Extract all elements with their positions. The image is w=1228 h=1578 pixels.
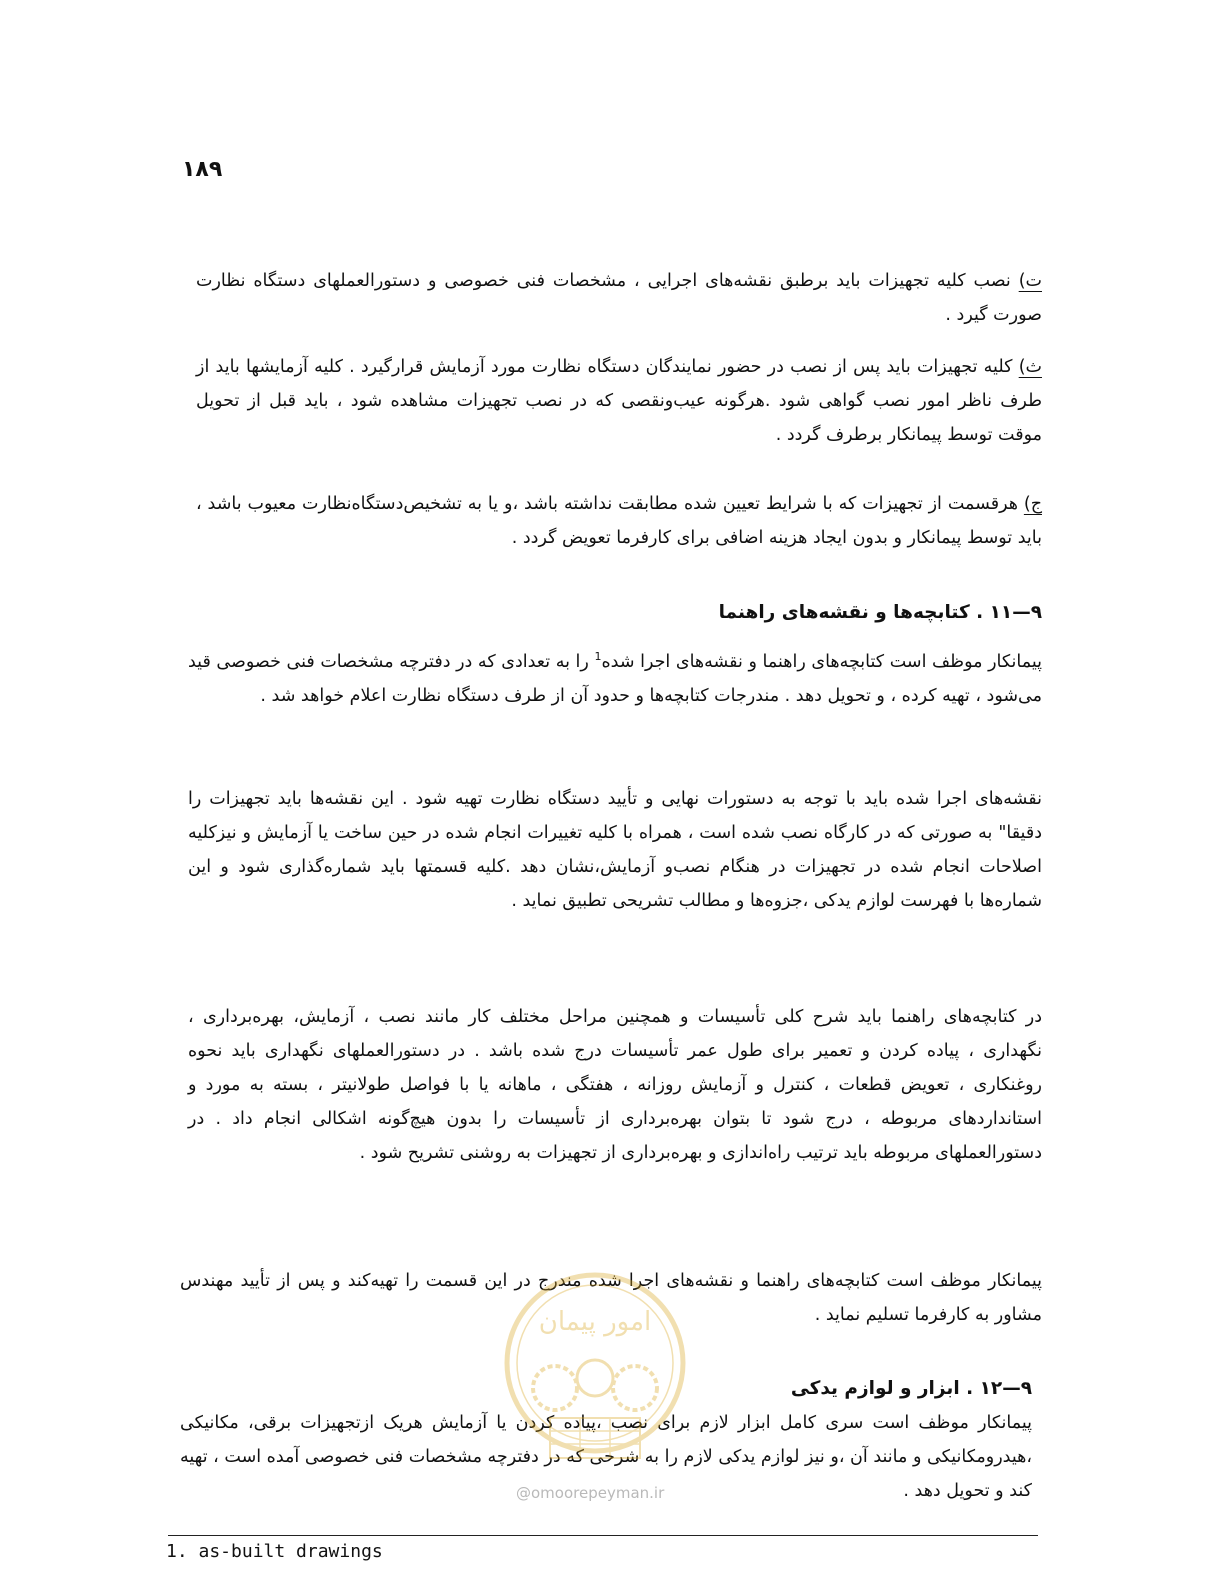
clause-te-text: نصب کلیه تجهیزات باید برطبق نقشه‌های اجرایی ، مشخصات فنی خصوصی و دستورالعملهای دستگاه نظارت صورت گیرد . [196, 271, 1042, 325]
section-12-paragraph-1: پیمانکار موظف است سری کامل ابزار لازم برای نصب ،پیاده کردن یا آزمایش هریک ازتجهیزات برقی، مکانیکی ،هیدرومکانیکی و مانند آن ،و نیز لوازم یدکی لازم را به شرحی که در دفترچه مشخصات فنی خصوصی آمده است ، تهیه کند و تحویل دهد . [180, 1413, 1032, 1501]
footnote: 1. as-built drawings [166, 1541, 383, 1562]
section-11-paragraph-2: نقشه‌های اجرا شده باید با توجه به دستورات نهایی و تأیید دستگاه نظارت تهیه شود . این نقشه‌ها باید تجهیزات را دقیقا" به صورتی که در کارگاه نصب شده است ، همراه با کلیه تغییرات انجام شده در حین ساخت یا آزمایش و نیزکلیه اصلاحات انجام شده در تجهیزات در هنگام نصب‌و آزمایش،نشان دهد .کلیه قسمتها باید شماره‌گذاری شود و این شماره‌ها با فهرست لوازم یدکی ،جزوه‌ها و مطالب تشریحی تطبیق نماید . [188, 789, 1042, 911]
page-number: ۱۸۹ [182, 157, 223, 182]
clause-jim-marker: ج) [1023, 494, 1042, 514]
clause-se [196, 350, 1042, 452]
clause-te-marker: ت) [1018, 271, 1042, 291]
watermark-logo-text: امور پیمان [538, 1307, 652, 1337]
section-11-paragraph-3: در کتابچه‌های راهنما باید شرح کلی تأسیسات و همچنین مراحل مختلف کار مانند نصب ، آزمایش، بهره‌برداری ، نگهداری ، پیاده کردن و تعمیر برای طول عمر تأسیسات درج شده باشد . در دستورالعملهای نگهداری باید نحوه روغنکاری ، تعویض قطعات ، کنترل و آزمایش روزانه ، هفتگی ، ماهانه یا با فواصل طولانیتر ، بسته به مورد و استانداردهای مربوطه ، درج شود تا بتوان بهره‌برداری از تأسیسات را بدون هیچ‌گونه اشکالی انجام داد . در دستورالعملهای مربوطه باید ترتیب راه‌اندازی و بهره‌برداری از تجهیزات به روشنی تشریح شود . [188, 1007, 1042, 1163]
section-11-paragraph-1 [188, 640, 1042, 713]
section-11-paragraph-4: پیمانکار موظف است کتابچه‌های راهنما و نقشه‌های اجرا شده مندرج در این قسمت را تهیه‌کند و پس از تأیید مهندس مشاور به کارفرما تسلیم نماید . [180, 1271, 1042, 1325]
clause-jim [196, 487, 1042, 555]
footnote-divider [168, 1535, 1038, 1536]
section-11-p1-text-a: پیمانکار موظف است کتابچه‌های راهنما و نقشه‌های اجرا شده [601, 651, 1042, 672]
section-12-heading: ۹—۱۲ . ابزار و لوازم یدکی [790, 1378, 1032, 1399]
clause-se-text: کلیه تجهیزات باید پس از نصب در حضور نمایندگان دستگاه نظارت مورد آزمایش قرارگیرد . کلیه آزمایشها باید از طرف ناظر امور نصب گواهی شود .هرگونه عیب‌ونقصی که در نصب تجهیزات مشاهده شود ، باید قبل از تحویل موقت توسط پیمانکار برطرف گردد . [196, 357, 1042, 445]
footnote-reference: 1 [594, 650, 602, 663]
section-11-heading: ۹—۱۱ . کتابچه‌ها و نقشه‌های راهنما [718, 602, 1042, 623]
clause-jim-text: هرقسمت از تجهیزات که با شرایط تعیین شده مطابقت نداشته باشد ،و یا به تشخیص‌دستگاه‌نظارت معیوب باشد ، باید توسط پیمانکار و بدون ایجاد هزینه اضافی برای کارفرما تعویض گردد . [196, 494, 1042, 548]
section-11-p1-text-b: را به تعدادی که در دفترچه مشخصات فنی خصوصی قید می‌شود ، تهیه کرده ، و تحویل دهد . مندرجات کتابچه‌ها و حدود آن از طرف دستگاه نظارت اعلام خواهد شد . [188, 651, 1042, 706]
clause-se-marker: ث) [1018, 357, 1042, 377]
watermark-url-text: omoorepeyman.ir [531, 1484, 665, 1502]
watermark-url [516, 1484, 664, 1502]
watermark-at-icon: @ [516, 1484, 531, 1502]
clause-te [196, 264, 1042, 332]
